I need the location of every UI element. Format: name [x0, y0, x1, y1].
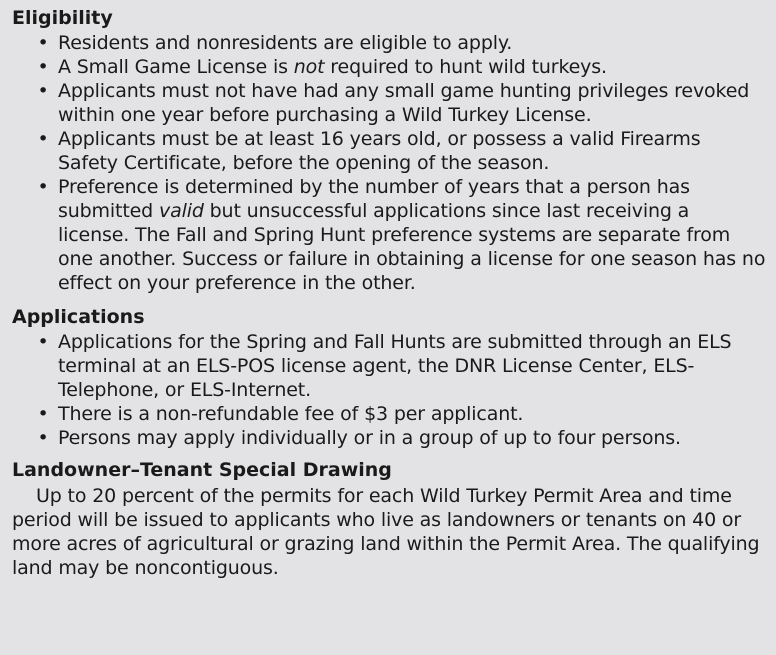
- list-item-text: Applicants must not have had any small game hunting privileges revoked within one year before purchasing a Wild Turkey License.: [58, 80, 750, 126]
- list-item-emphasis: not: [293, 56, 325, 78]
- list-item: [12, 330, 766, 402]
- eligibility-heading: Eligibility: [12, 7, 113, 29]
- list-item-text-pre: Preference is determined by the number of years that a person has submitted: [58, 176, 690, 222]
- eligibility-list: [12, 31, 766, 295]
- list-item: [12, 31, 766, 55]
- landowner-heading: Landowner–Tenant Special Drawing: [12, 459, 392, 481]
- bullet-icon: •: [37, 56, 49, 78]
- bullet-icon: •: [37, 32, 49, 54]
- list-item: [12, 127, 766, 175]
- applications-list: [12, 330, 766, 450]
- list-item-emphasis: valid: [158, 200, 204, 222]
- list-item-text-post: but unsuccessful applications since last receiving a license. The Fall and Spring Hunt preference systems are separate from one another. Success or failure in obtaining a license for one season has no effect on your preference in the other.: [58, 200, 766, 294]
- list-item-text-post: required to hunt wild turkeys.: [324, 56, 607, 78]
- list-item: [12, 175, 766, 295]
- list-item-text-pre: A Small Game License is: [58, 56, 294, 78]
- list-item: [12, 55, 766, 79]
- list-item-text: Applications for the Spring and Fall Hunts are submitted through an ELS terminal at an ELS-POS license agent, the DNR License Center, ELS-Telephone, or ELS-Internet.: [58, 331, 732, 401]
- list-item-text: There is a non-refundable fee of $3 per applicant.: [58, 403, 524, 425]
- bullet-icon: •: [37, 403, 49, 425]
- bullet-icon: •: [37, 128, 49, 150]
- list-item: [12, 402, 766, 426]
- bullet-icon: •: [37, 331, 49, 353]
- landowner-paragraph: Up to 20 percent of the permits for each Wild Turkey Permit Area and time period will be issued to applicants who live as landowners or tenants on 40 or more acres of agricultural or grazing land within the Permit Area. The qualifying land may be noncontiguous.: [12, 485, 760, 579]
- list-item: [12, 79, 766, 127]
- applications-heading: Applications: [12, 306, 145, 328]
- bullet-icon: •: [37, 176, 49, 198]
- list-item-text: Persons may apply individually or in a group of up to four persons.: [58, 427, 681, 449]
- bullet-icon: •: [37, 427, 49, 449]
- list-item-text: Applicants must be at least 16 years old, or possess a valid Firearms Safety Certificate, before the opening of the season.: [58, 128, 701, 174]
- list-item-text: Residents and nonresidents are eligible to apply.: [58, 32, 513, 54]
- list-item: [12, 426, 766, 450]
- bullet-icon: •: [37, 80, 49, 102]
